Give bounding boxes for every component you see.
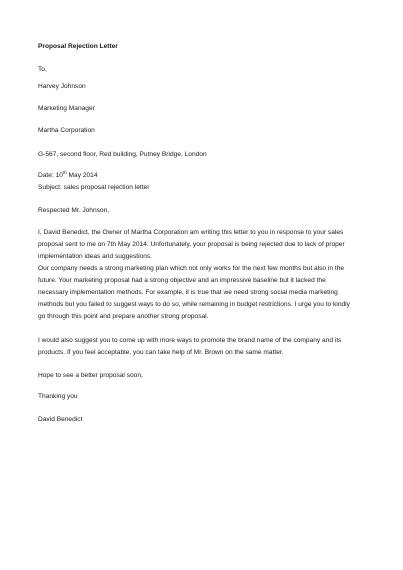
letter-title: Proposal Rejection Letter <box>38 43 118 50</box>
body-line: implementation ideas and suggestions. <box>38 253 152 260</box>
closing-hope: Hope to see a better proposal soon, <box>38 372 143 379</box>
to-line: To, <box>38 66 47 73</box>
date-prefix: Date: 10 <box>38 172 63 179</box>
body-line: proposal sent to me on 7th May 2014. Unfortunately, your proposal is being rejected due to lack of proper <box>38 241 345 248</box>
suggestion-line: products. If you feel acceptable, you can take help of Mr. Brown on the same matter. <box>38 349 284 356</box>
recipient-address: G-567, second floor, Red building, Putney Bridge, London <box>38 151 207 158</box>
signature: David Benedict <box>38 416 83 423</box>
body-line: methods but you failed to suggest ways to do so, while remaining in budget restrictions. I urge you to kindly <box>38 301 350 308</box>
suggestion-line: I would also suggest you to come up with more ways to promote the brand name of the company and its <box>38 337 342 344</box>
body-line: I, David Benedict, the Owner of Martha Corporation am writing this letter to you in response to your sales <box>38 229 344 236</box>
subject-line: Subject: sales proposal rejection letter <box>38 184 150 191</box>
date-suffix: May 2014 <box>66 172 98 179</box>
body-line: Our company needs a strong marketing plan which not only works for the next few months but also in the <box>38 265 345 272</box>
date-line <box>38 169 98 180</box>
recipient-title: Marketing Manager <box>38 105 95 112</box>
salutation: Respected Mr. Johnson, <box>38 207 110 214</box>
date-superscript: th <box>62 169 67 175</box>
thanking-line: Thanking you <box>38 393 78 400</box>
body-line: go through this point and prepare another strong proposal. <box>38 313 209 320</box>
body-line: future. Your marketing proposal had a strong objective and an impressive baseline but it lacked the <box>38 277 326 284</box>
body-line: necessary implementation methods. For example, it is true that we need strong social media marketing <box>38 289 338 296</box>
recipient-company: Martha Corporation <box>38 127 95 134</box>
recipient-name: Harvey Johnson <box>38 83 86 90</box>
